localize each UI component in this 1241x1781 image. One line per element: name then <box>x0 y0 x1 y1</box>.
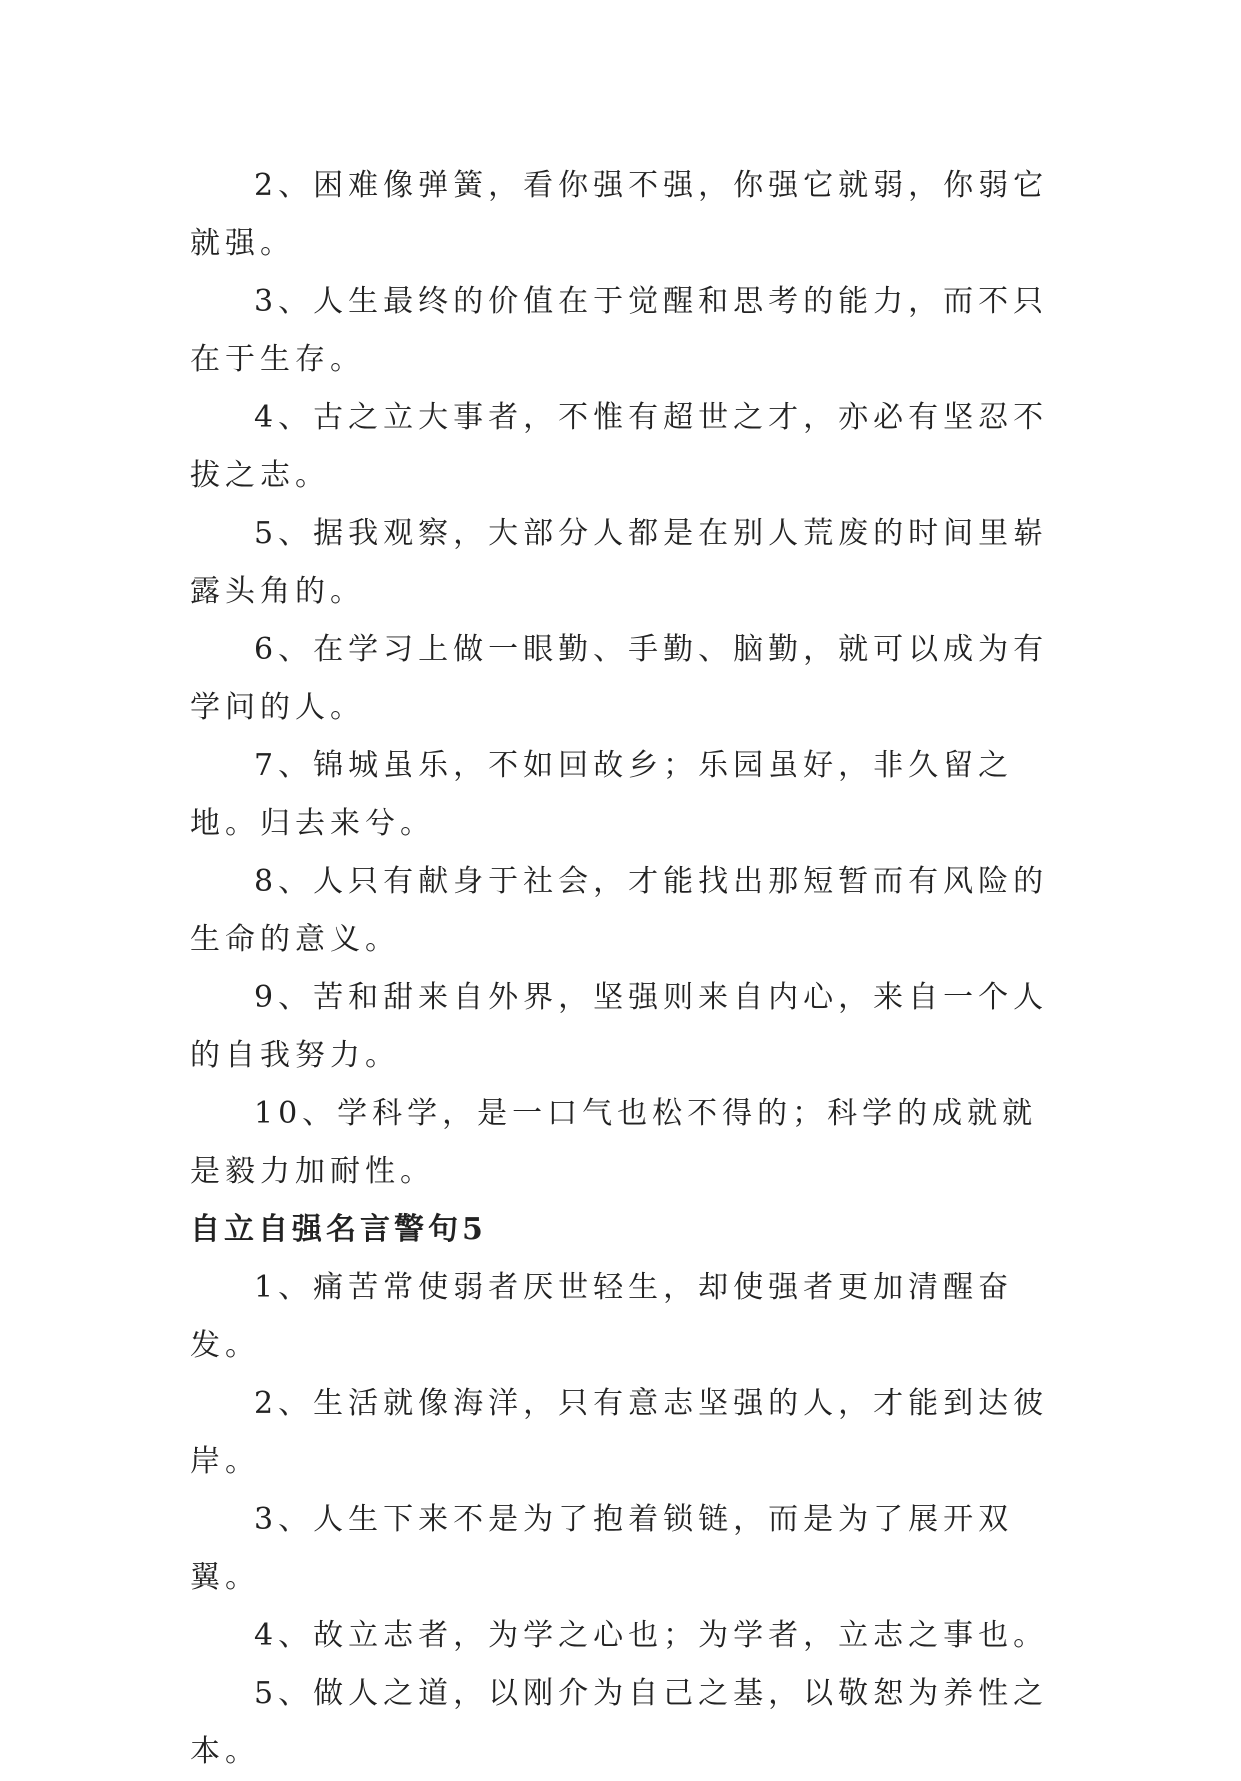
quote-item: 3、人生最终的价值在于觉醒和思考的能力，而不只在于生存。 <box>190 284 1049 377</box>
quote-item: 3、人生下来不是为了抱着锁链，而是为了展开双翼。 <box>190 1502 1014 1595</box>
quote-list-section-5 <box>190 1259 1050 1781</box>
quote-item: 4、故立志者，为学之心也；为学者，立志之事也。 <box>254 1618 1049 1653</box>
quote-item: 1、痛苦常使弱者厌世轻生，却使强者更加清醒奋发。 <box>190 1270 1014 1363</box>
quote-list-previous-section <box>190 157 1050 1201</box>
quote-item: 5、据我观察，大部分人都是在别人荒废的时间里崭露头角的。 <box>190 516 1049 609</box>
section-heading: 自立自强名言警句5 <box>190 1212 487 1247</box>
quote-item: 9、苦和甜来自外界，坚强则来自内心，来自一个人的自我努力。 <box>190 980 1049 1073</box>
quote-item: 2、困难像弹簧，看你强不强，你强它就弱，你弱它就强。 <box>190 168 1049 261</box>
document-body <box>190 157 1050 1781</box>
quote-item: 2、生活就像海洋，只有意志坚强的人，才能到达彼岸。 <box>190 1386 1049 1479</box>
quote-item: 4、古之立大事者，不惟有超世之才，亦必有坚忍不拔之志。 <box>190 400 1049 493</box>
quote-item: 5、做人之道，以刚介为自己之基，以敬恕为养性之本。 <box>190 1676 1049 1769</box>
quote-item: 7、锦城虽乐，不如回故乡；乐园虽好，非久留之地。归去来兮。 <box>190 748 1014 841</box>
quote-item: 8、人只有献身于社会，才能找出那短暂而有风险的生命的意义。 <box>190 864 1049 957</box>
quote-item: 6、在学习上做一眼勤、手勤、脑勤，就可以成为有学问的人。 <box>190 632 1049 725</box>
quote-item: 10、学科学，是一口气也松不得的；科学的成就就是毅力加耐性。 <box>190 1096 1038 1189</box>
